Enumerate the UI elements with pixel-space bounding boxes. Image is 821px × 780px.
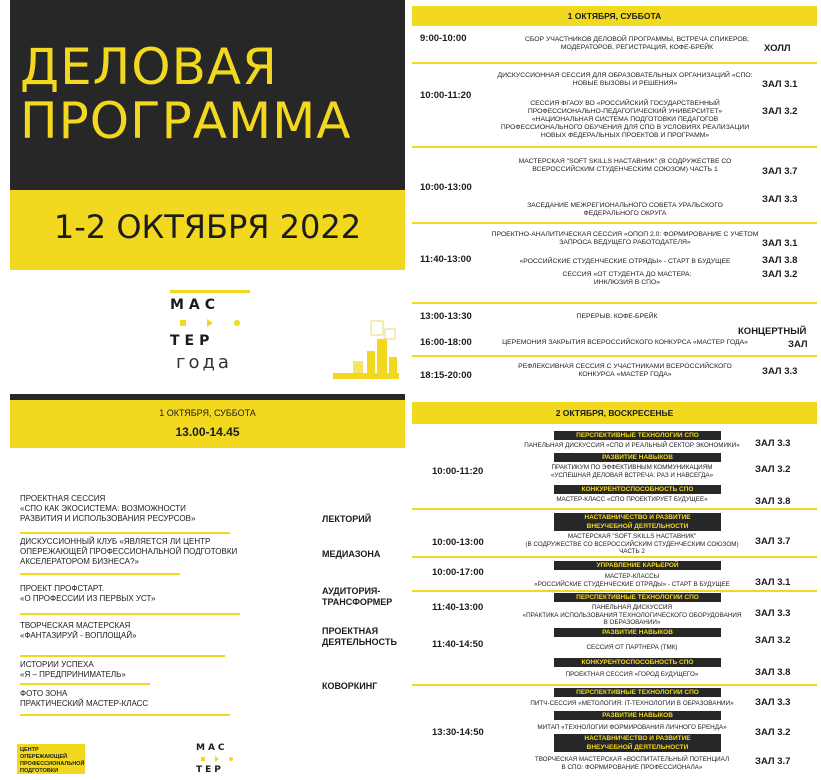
track-tag: РАЗВИТИЕ НАВЫКОВ [554, 711, 721, 720]
hall-label: ЗАЛ 3.7 [755, 536, 791, 547]
event-description: ПАНЕЛЬНАЯ ДИСКУССИЯ «СПО И РЕАЛЬНЫЙ СЕКТОР ЭКОНОМИКИ» [524, 442, 740, 449]
saturday-header: 1 ОКТЯБРЯ, СУББОТА [412, 6, 817, 26]
row-separator [412, 556, 817, 558]
event-description: МАСТЕРСКАЯ "SOFT SKILLS НАСТАВНИК" (В СОДРУЖЕСТВЕ СО ВСЕРОССИЙСКИМ СТУДЕНЧЕСКИМ СОЮЗОМ) ЧАСТЬ 1 [518, 158, 732, 173]
event-description: ПАНЕЛЬНАЯ ДИСКУССИЯ «ПРАКТИКА ИСПОЛЬЗОВАНИЯ ТЕХНОЛОГИЧЕСКОГО ОБОРУДОВАНИЯ В ОБРАЗОВАНИИ» [522, 604, 742, 626]
logo-bottom-text: ТЕР [170, 333, 215, 349]
row-separator [412, 684, 817, 686]
cover-panel [0, 0, 405, 387]
hall-label: ЗАЛ 3.2 [755, 464, 791, 475]
event-description: СЕССИЯ «ОТ СТУДЕНТА ДО МАСТЕРА: ИНКЛЮЗИЯ В СПО» [562, 271, 692, 286]
time-slot: 13:30-14:50 [432, 727, 484, 738]
event-description: ПРАКТИКУМ ПО ЭФФЕКТИВНЫМ КОММУНИКАЦИЯМ «УСПЕШНАЯ ДЕЛОВАЯ ВСТРЕЧА: РАЗ И НАВСЕГДА» [550, 464, 714, 479]
time-slot: 10:00-13:00 [420, 182, 472, 193]
hall-label: ЗАЛ 3.1 [762, 79, 798, 90]
hall-label: АУДИТОРИЯ- ТРАНСФОРМЕР [322, 586, 393, 607]
time-slot: 11:40-14:50 [432, 639, 484, 650]
hall-label: ЗАЛ 3.8 [762, 255, 798, 266]
track-tag: РАЗВИТИЕ НАВЫКОВ [554, 453, 721, 462]
cover-title-line1: ДЕЛОВАЯ [20, 38, 278, 96]
event-description: ИСТОРИИ УСПЕХА «Я – ПРЕДПРИНИМАТЕЛЬ» [20, 660, 126, 679]
hall-label: ЗАЛ [788, 339, 808, 350]
hall-label: ЗАЛ 3.7 [755, 756, 791, 767]
track-tag: ПЕРСПЕКТИВНЫЕ ТЕХНОЛОГИИ СПО [554, 431, 721, 440]
row-separator [20, 613, 240, 615]
row-separator [412, 590, 817, 592]
hall-label: ЗАЛ 3.3 [762, 366, 798, 377]
day-label: 1 ОКТЯБРЯ, СУББОТА [159, 408, 256, 418]
logo-sub-text: года [176, 352, 232, 373]
event-description: МАСТЕРСКАЯ "SOFT SKILLS НАСТАВНИК" (В СОДРУЖЕСТВЕ СО ВСЕРОССИЙСКИМ СТУДЕНЧЕСКИМ СОЮЗОМ) ЧАСТЬ 2 [525, 533, 739, 555]
hall-label: ЗАЛ 3.1 [762, 238, 798, 249]
mini-master-logo: МАС ТЕР [196, 741, 238, 777]
hall-label: ПРОЕКТНАЯ ДЕЯТЕЛЬНОСТЬ [322, 626, 397, 647]
hall-label: ЗАЛ 3.3 [755, 697, 791, 708]
hall-label: ЗАЛ 3.7 [762, 166, 798, 177]
row-separator [412, 508, 817, 510]
row-separator [20, 683, 150, 685]
track-tag: ПЕРСПЕКТИВНЫЕ ТЕХНОЛОГИИ СПО [554, 593, 721, 602]
hall-label: ХОЛЛ [764, 43, 791, 54]
saturday-afternoon-header [10, 400, 405, 448]
event-description: МИТАП «ТЕХНОЛОГИИ ФОРМИРОВАНИЯ ЛИЧНОГО БРЕНДА» [537, 724, 727, 731]
event-description: «РОССИЙСКИЕ СТУДЕНЧЕСКИЕ ОТРЯДЫ» - СТАРТ В БУДУЩЕЕ [519, 258, 731, 265]
event-description: ЦЕРЕМОНИЯ ЗАКРЫТИЯ ВСЕРОССИЙСКОГО КОНКУРСА «МАСТЕР ГОДА» [502, 339, 748, 346]
event-description: ТВОРЧЕСКАЯ МАСТЕРСКАЯ «ВОСПИТАТЕЛЬНЫЙ ПОТЕНЦИАЛ В СПО: ФОРМИРОВАНИЕ ПРОФЕССИОНАЛА» [534, 756, 730, 771]
cover-title [20, 40, 351, 148]
time-slot: 11:40-13:00 [420, 254, 472, 265]
track-tag: КОНКУРЕНТОСПОСОБНОСТЬ СПО [554, 485, 721, 494]
hall-label: КОВОРКИНГ [322, 681, 378, 691]
master-goda-logo [170, 290, 250, 382]
hall-label: МЕДИАЗОНА [322, 549, 381, 559]
track-tag: УПРАВЛЕНИЕ КАРЬЕРОЙ [554, 561, 721, 570]
row-separator [412, 355, 817, 357]
time-slot: 18:15-20:00 [420, 370, 472, 381]
event-description: РЕФЛЕКСИВНАЯ СЕССИЯ С УЧАСТНИКАМИ ВСЕРОССИЙСКОГО КОНКУРСА «МАСТЕР ГОДА» [518, 363, 732, 378]
event-description: ПРОЕКТНО-АНАЛИТИЧЕСКАЯ СЕССИЯ «ОПОП 2.0: ФОРМИРОВАНИЕ С УЧЕТОМ ЗАПРОСА ВЕДУЩЕГО РАБОТОДАТЕЛЯ» [491, 231, 759, 246]
event-description: ДИСКУССИОННАЯ СЕССИЯ ДЛЯ ОБРАЗОВАТЕЛЬНЫХ ОРГАНИЗАЦИЙ «СПО: НОВЫЕ ВЫЗОВЫ И РЕШЕНИЯ» [497, 72, 753, 87]
hall-label: ЗАЛ 3.3 [755, 608, 791, 619]
hall-label: ЗАЛ 3.2 [762, 269, 798, 280]
track-tag: ПЕРСПЕКТИВНЫЕ ТЕХНОЛОГИИ СПО [554, 688, 721, 697]
time-slot: 10:00-11:20 [432, 466, 484, 477]
time-slot: 11:40-13:00 [432, 602, 484, 613]
track-tag: КОНКУРЕНТОСПОСОБНОСТЬ СПО [554, 658, 721, 667]
hall-label: ЗАЛ 3.1 [755, 577, 791, 588]
row-separator [412, 62, 817, 64]
event-description: ПРОЕКТНАЯ СЕССИЯ «СПО КАК ЭКОСИСТЕМА: ВОЗМОЖНОСТИ РАЗВИТИЯ И ИСПОЛЬЗОВАНИЯ РЕСУРСОВ» [20, 494, 196, 523]
time-slot: 13:00-13:30 [420, 311, 472, 322]
hall-label: ЗАЛ 3.8 [755, 667, 791, 678]
row-separator [412, 146, 817, 148]
time-slot: 10:00-11:20 [420, 90, 472, 101]
hall-label: ЛЕКТОРИЙ [322, 514, 372, 524]
event-description: МАСТЕР-КЛАССЫ «РОССИЙСКИЕ СТУДЕНЧЕСКИЕ ОТРЯДЫ» - СТАРТ В БУДУЩЕЕ [534, 573, 730, 588]
time-range: 13.00-14.45 [175, 425, 240, 439]
hall-label: ЗАЛ 3.2 [755, 635, 791, 646]
track-tag: НАСТАВНИЧЕСТВО И РАЗВИТИЕ ВНЕУЧЕБНОЙ ДЕЯТЕЛЬНОСТИ [554, 734, 721, 752]
event-description: ЗАСЕДАНИЕ МЕЖРЕГИОНАЛЬНОГО СОВЕТА УРАЛЬСКОГО ФЕДЕРАЛЬНОГО ОКРУГА [527, 202, 723, 217]
row-separator [412, 222, 817, 224]
city-decoration-icon [323, 311, 401, 381]
cover-title-line2: ПРОГРАММА [20, 92, 352, 150]
hall-label: ЗАЛ 3.8 [755, 496, 791, 507]
event-description: СЕССИЯ ФГАОУ ВО «РОССИЙСКИЙ ГОСУДАРСТВЕННЫЙ ПРОФЕССИОНАЛЬНО-ПЕДАГОГИЧЕСКИЙ УНИВЕРСИТЕТ» «НАЦИОНАЛЬНАЯ СИСТЕМА ПОДГОТОВКИ ПЕДАГОГОВ ПРОФЕССИОНАЛЬНОГО ОБУЧЕНИЯ ДЛЯ СПО В УСЛОВИЯХ РЕАЛИЗАЦИИ НОВЫХ ФЕДЕРАЛЬНЫХ ПРОЕКТОВ И ПРОГРАММ» [500, 100, 750, 139]
event-description: ДИСКУССИОННЫЙ КЛУБ «ЯВЛЯЕТСЯ ЛИ ЦЕНТР ОПЕРЕЖАЮЩЕЙ ПРОФЕССИОНАЛЬНОЙ ПОДГОТОВКИ АКСЕЛЕРАТОРОМ БИЗНЕСА?» [20, 537, 238, 566]
hall-label: ЗАЛ 3.2 [762, 106, 798, 117]
time-slot: 9:00-10:00 [420, 33, 467, 44]
event-description: МАСТЕР-КЛАСС «СПО ПРОЕКТИРУЕТ БУДУЩЕЕ» [556, 496, 708, 503]
time-slot: 10:00-17:00 [432, 567, 484, 578]
row-separator [412, 302, 817, 304]
logo-shapes-icon [196, 755, 238, 763]
sunday-header: 2 ОКТЯБРЯ, ВОСКРЕСЕНЬЕ [412, 402, 817, 424]
row-separator [20, 655, 225, 657]
hall-label: ЗАЛ 3.3 [762, 194, 798, 205]
event-description: ТВОРЧЕСКАЯ МАСТЕРСКАЯ «ФАНТАЗИРУЙ - ВОПЛОЩАЙ» [20, 621, 137, 640]
cover-dates: 1-2 ОКТЯБРЯ 2022 [53, 208, 362, 246]
hall-label: ЗАЛ 3.2 [755, 727, 791, 738]
time-slot: 16:00-18:00 [420, 337, 472, 348]
saturday-schedule-panel [412, 0, 821, 387]
row-separator [20, 532, 230, 534]
row-separator [20, 573, 180, 575]
row-separator [20, 714, 230, 716]
event-description: ФОТО ЗОНА ПРАКТИЧЕСКИЙ МАСТЕР-КЛАСС [20, 689, 149, 708]
event-description: ПРОЕКТ ПРОФСТАРТ. «О ПРОФЕССИИ ИЗ ПЕРВЫХ УСТ» [20, 584, 156, 603]
event-description: СЕССИЯ ОТ ПАРТНЕРА (ТМК) [586, 644, 678, 651]
track-tag: НАСТАВНИЧЕСТВО И РАЗВИТИЕ ВНЕУЧЕБНОЙ ДЕЯТЕЛЬНОСТИ [554, 513, 721, 531]
hall-label: ЗАЛ 3.3 [755, 438, 791, 449]
event-description: ПИТЧ-СЕССИЯ «МЕТОЛОГИЯ: IT-ТЕХНОЛОГИИ В ОБРАЗОВАНИИ» [530, 700, 734, 707]
saturday-afternoon-panel [0, 394, 405, 780]
time-slot: 10:00-13:00 [432, 537, 484, 548]
hall-label: КОНЦЕРТНЫЙ [738, 326, 807, 337]
event-description: ПЕРЕРЫВ. КОФЕ-БРЕЙК [576, 313, 658, 320]
event-description: СБОР УЧАСТНИКОВ ДЕЛОВОЙ ПРОГРАММЫ, ВСТРЕЧА СПИКЕРОВ, МОДЕРАТОРОВ, РЕГИСТРАЦИЯ, КОФЕ-БРЕЙК [524, 36, 750, 51]
logo-shapes-icon [170, 316, 250, 330]
sunday-schedule-panel [412, 394, 821, 780]
logo-top-text: МАС [170, 297, 221, 313]
track-tag: РАЗВИТИЕ НАВЫКОВ [554, 628, 721, 637]
copp-badge: ЦЕНТР ОПЕРЕЖАЮЩЕЙ ПРОФЕССИОНАЛЬНОЙ ПОДГОТОВКИ [17, 744, 85, 774]
event-description: ПРОЕКТНАЯ СЕССИЯ «ГОРОД БУДУЩЕГО» [565, 671, 699, 678]
